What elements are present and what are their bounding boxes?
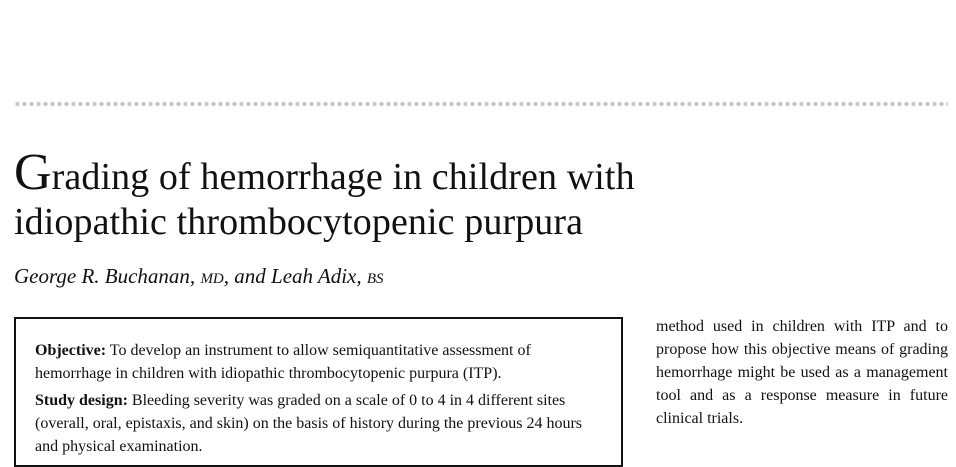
objective-label: Objective: xyxy=(35,342,107,359)
abstract-objective xyxy=(35,339,603,385)
study-design-text: Bleeding severity was graded on a scale of 0 to 4 in 4 different sites (overall, oral, epistaxis, and skin) on the basis of history during the previous 24 hours and physical examination. xyxy=(35,392,583,455)
dotted-separator xyxy=(14,101,948,107)
author-1-name: George R. Buchanan, xyxy=(14,264,196,288)
title-line-2: idiopathic thrombocytopenic purpura xyxy=(14,201,584,243)
objective-text: To develop an instrument to allow semiquantitative assessment of hemorrhage in children with idiopathic thrombocytopenic purpura (ITP). xyxy=(35,342,531,382)
abstract-box xyxy=(14,317,623,467)
study-design-label: Study design: xyxy=(35,392,128,409)
right-column-text: method used in children with ITP and to propose how this objective means of grading hemorrhage might be used as a management tool and as a response measure in future clinical trials. xyxy=(656,318,948,427)
author-1-degree: MD xyxy=(200,271,224,287)
abstract-study-design xyxy=(35,389,603,458)
author-2-degree: BS xyxy=(366,271,384,287)
article-title xyxy=(14,144,914,245)
author-line xyxy=(14,262,384,293)
title-line-1: rading of hemorrhage in children with xyxy=(51,156,635,198)
author-joiner: , and Leah Adix, xyxy=(223,264,362,288)
title-drop-cap: G xyxy=(14,144,52,201)
